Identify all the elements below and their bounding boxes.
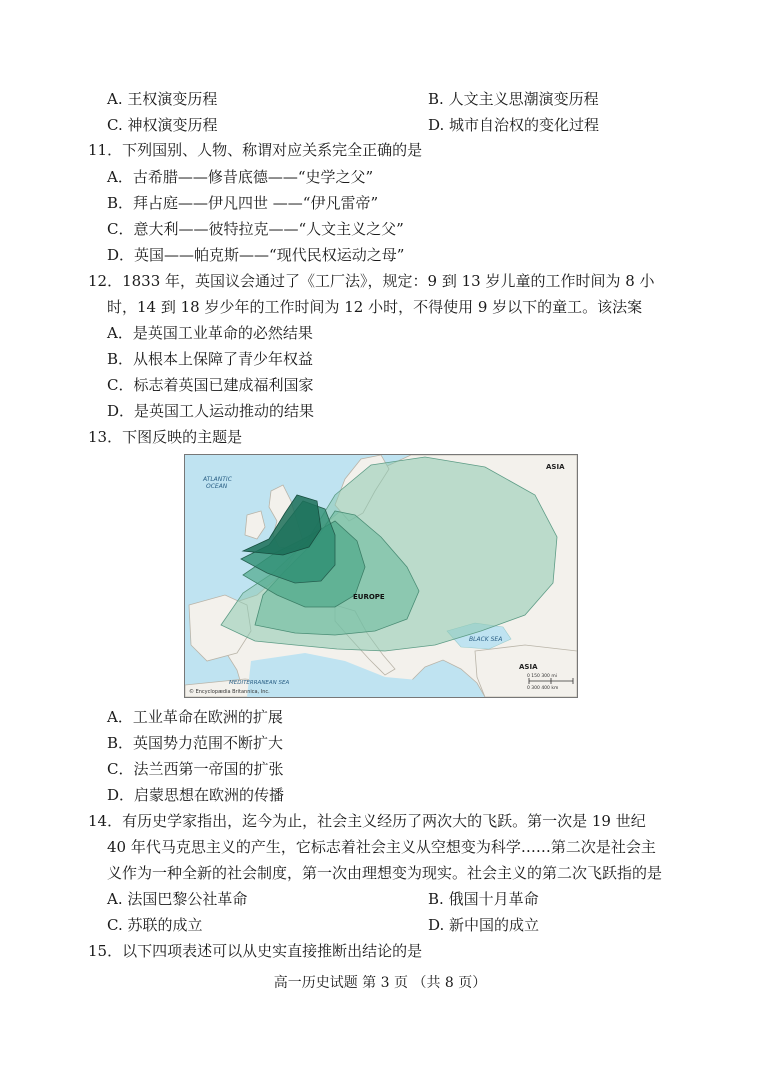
industrial-spread-map bbox=[184, 454, 578, 698]
q14-stem-line2: 40 年代马克思主义的产生，它标志着社会主义从空想变为科学……第二次是社会主 bbox=[107, 838, 656, 856]
q10-option-d: D. 城市自治权的变化过程 bbox=[428, 116, 600, 134]
q13-option-b: B．英国势力范围不断扩大 bbox=[107, 734, 284, 752]
map-label-europe: EUROPE bbox=[353, 593, 385, 601]
q11-option-c: C．意大利——彼特拉克——“人文主义之父” bbox=[107, 220, 404, 238]
q14-option-d: D. 新中国的成立 bbox=[428, 916, 540, 934]
map-label-asia-bottom: ASIA bbox=[519, 663, 538, 671]
map-label-med-sea: MEDITERRANEAN SEA bbox=[229, 680, 290, 686]
q11-option-b: B．拜占庭——伊凡四世 ——“伊凡雷帝” bbox=[107, 194, 379, 212]
q12-option-c: C．标志着英国已建成福利国家 bbox=[107, 376, 314, 394]
page-footer: 高一历史试题 第 3 页 （共 8 页） bbox=[273, 975, 487, 991]
q11-option-a: A．古希腊——修昔底德——“史学之父” bbox=[107, 168, 374, 186]
q13-option-d: D．启蒙思想在欧洲的传播 bbox=[107, 786, 285, 804]
q10-option-a: A. 王权演变历程 bbox=[107, 90, 218, 108]
q14-option-b: B. 俄国十月革命 bbox=[428, 890, 539, 908]
q15-stem: 15．以下四项表述可以从史实直接推断出结论的是 bbox=[88, 942, 423, 960]
map-label-black-sea: BLACK SEA bbox=[469, 636, 503, 643]
q11-stem: 11．下列国别、人物、称谓对应关系完全正确的是 bbox=[88, 141, 423, 159]
map-label-asia-top: ASIA bbox=[546, 463, 565, 471]
q14-stem-line1: 14．有历史学家指出，迄今为止，社会主义经历了两次大的飞跃。第一次是 19 世纪 bbox=[88, 812, 646, 830]
map-label-ocean: OCEAN bbox=[206, 483, 228, 490]
scale-km: 0 300 400 km bbox=[527, 686, 559, 691]
q14-stem-line3: 义作为一种全新的社会制度，第一次由理想变为现实。社会主义的第二次飞跃指的是 bbox=[107, 864, 663, 882]
q14-option-c: C. 苏联的成立 bbox=[107, 916, 203, 934]
q12-stem-line2: 时，14 到 18 岁少年的工作时间为 12 小时，不得使用 9 岁以下的童工。该法案 bbox=[107, 298, 643, 316]
q12-stem-line1: 12．1833 年，英国议会通过了《工厂法》，规定：9 到 13 岁儿童的工作时间为 8 小 bbox=[88, 272, 655, 290]
q10-option-b: B. 人文主义思潮演变历程 bbox=[428, 90, 599, 108]
scale-miles: 0 150 300 mi bbox=[527, 674, 557, 679]
q13-option-a: A．工业革命在欧洲的扩展 bbox=[107, 708, 283, 726]
q12-option-b: B．从根本上保障了青少年权益 bbox=[107, 350, 314, 368]
map-copyright: © Encyclopædia Britannica, Inc. bbox=[189, 689, 270, 695]
q12-option-a: A．是英国工业革命的必然结果 bbox=[107, 324, 313, 342]
q13-option-c: C．法兰西第一帝国的扩张 bbox=[107, 760, 284, 778]
q13-stem: 13．下图反映的主题是 bbox=[88, 428, 243, 446]
map-label-atlantic: ATLANTIC bbox=[203, 476, 232, 483]
q12-option-d: D．是英国工人运动推动的结果 bbox=[107, 402, 315, 420]
q14-option-a: A. 法国巴黎公社革命 bbox=[107, 890, 248, 908]
q11-option-d: D．英国——帕克斯——“现代民权运动之母” bbox=[107, 246, 405, 264]
q10-option-c: C. 神权演变历程 bbox=[107, 116, 218, 134]
